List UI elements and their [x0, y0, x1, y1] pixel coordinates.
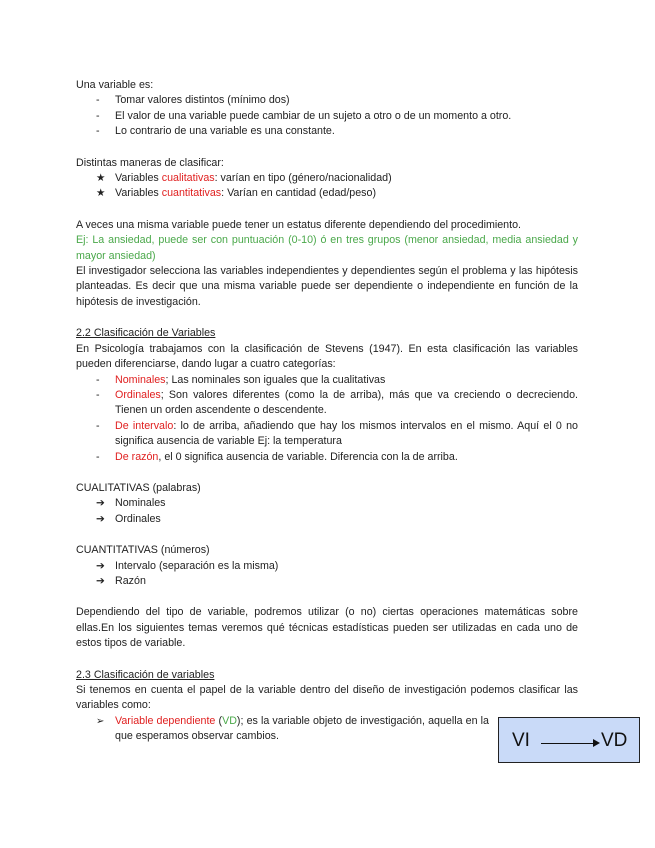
arrow-right-icon: ➔	[96, 574, 105, 587]
document-page	[76, 78, 578, 745]
list-item: - El valor de una variable puede cambiar de un sujeto a otro o de un momento a otro.	[76, 109, 578, 124]
quantitative-list	[76, 559, 578, 590]
list-item: - Lo contrario de una variable es una constante.	[76, 124, 578, 139]
arrow-right-icon: ➔	[96, 497, 105, 510]
arrow-line	[541, 743, 597, 744]
quantitative-heading: CUANTITATIVAS (números)	[76, 544, 210, 557]
qualitative-list	[76, 496, 578, 527]
list-item: - Ordinales; Son valores diferentes (como la de arriba), más que va creciendo o decreciendo. Tienen un orden ascendente o descendente.	[76, 388, 578, 419]
term-cualitativas: cualitativas	[161, 172, 215, 185]
list-item: ➢ Variable dependiente (VD); es la variable objeto de investigación, aquella en la que esperamos observar cambios.	[96, 714, 489, 743]
anxiety-example: Ej: La ansiedad, puede ser con puntuación (0-10) ó en tres grupos (menor ansiedad, media ansiedad y mayor ansiedad)	[76, 234, 578, 262]
vi-vd-diagram	[498, 717, 640, 763]
term-intervalo: De intervalo	[115, 419, 174, 432]
section-heading-2-3: 2.3 Clasificación de variables	[76, 668, 215, 681]
term-variable-dependiente: Variable dependiente	[115, 714, 216, 727]
star-bullet-icon: ★	[96, 187, 106, 200]
triangle-bullet-icon: ➢	[96, 715, 105, 727]
vi-label: VI	[512, 730, 530, 751]
qualitative-heading: CUALITATIVAS (palabras)	[76, 481, 201, 494]
variable-intro: Una variable es:	[76, 79, 154, 91]
arrow-right-icon: ➔	[96, 512, 105, 525]
list-item: - De razón, el 0 significa ausencia de variable. Diferencia con la de arriba.	[76, 450, 578, 465]
list-item: - De intervalo: lo de arriba, añadiendo que hay los mismos intervalos en el mismo. Aquí el 0 no significa ausencia de variable Ej: la temperatura	[76, 419, 578, 450]
term-vd: VD	[222, 714, 237, 727]
operations-paragraph: Dependiendo del tipo de variable, podremos utilizar (o no) ciertas operaciones matemáticas sobre ellas.En los siguientes temas veremos qué técnicas estadísticas pueden ser utilizadas en cada uno de estos tipos de variable.	[76, 606, 578, 650]
term-razon: De razón	[115, 450, 159, 463]
stevens-list	[76, 373, 578, 465]
classify-list	[76, 171, 578, 202]
term-nominales: Nominales	[115, 373, 166, 386]
classify-intro: Distintas maneras de clasificar:	[76, 156, 224, 169]
status-paragraph: A veces una misma variable puede tener un estatus diferente dependiendo del procedimiento.	[76, 218, 522, 231]
term-ordinales: Ordinales	[115, 388, 161, 401]
star-bullet-icon: ★	[96, 172, 106, 185]
list-item: ★ Variables cuantitativas: Varían en cantidad (edad/peso)	[76, 186, 578, 201]
list-item: - Nominales; Las nominales son iguales que la cualitativas	[76, 373, 578, 388]
term-cuantitativas: cuantitativas	[161, 187, 222, 200]
section-heading-2-2: 2.2 Clasificación de Variables	[76, 327, 216, 340]
list-item: ➔ Ordinales	[76, 512, 578, 527]
arrow-head-icon	[593, 739, 600, 747]
list-item: - Tomar valores distintos (mínimo dos)	[76, 93, 578, 108]
list-item: ★ Variables cualitativas: varían en tipo (género/nacionalidad)	[76, 171, 578, 186]
list-item: ➔ Intervalo (separación es la misma)	[76, 559, 578, 574]
variable-definition-list	[76, 93, 578, 139]
arrow-right-icon: ➔	[96, 559, 105, 572]
list-item: ➔ Nominales	[76, 496, 578, 511]
list-item: ➔ Razón	[76, 574, 578, 589]
vd-label: VD	[601, 730, 628, 751]
stevens-intro: En Psicología trabajamos con la clasificación de Stevens (1947). En esta clasificación las variables pueden diferenciarse, dando lugar a cuatro categorías:	[76, 342, 578, 371]
design-intro: Si tenemos en cuenta el papel de la variable dentro del diseño de investigación podemos clasificar las variables como:	[76, 684, 578, 712]
researcher-paragraph: El investigador selecciona las variables independientes y dependientes según el problema y las hipótesis planteadas. Es decir que una misma variable puede ser dependiente o independiente en función de la hipótesis de investigación.	[76, 265, 578, 308]
